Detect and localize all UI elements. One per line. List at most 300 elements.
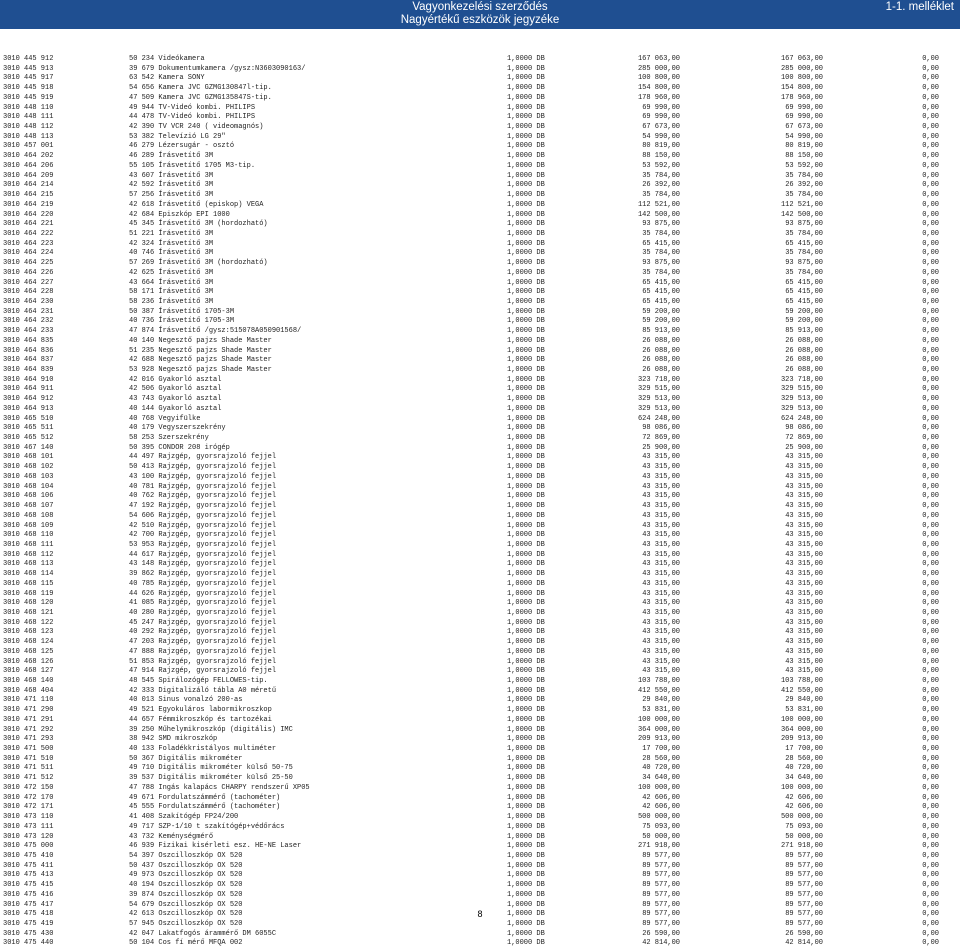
asset-description: 44 478 TV-Videó kombi. PHILIPS [129, 113, 256, 122]
gross-value: 26 088,00 [642, 366, 680, 374]
gross-value: 35 784,00 [642, 268, 680, 277]
asset-description: 42 333 Digitalizáló tábla A0 méretű [129, 686, 277, 695]
account-number: 3010 468 404 [3, 686, 54, 695]
account-number: 3010 468 123 [3, 628, 54, 637]
quantity: 1,0000 DB [507, 152, 545, 161]
net-value: 0,00 [922, 249, 939, 258]
gross-value: 43 315,00 [642, 531, 680, 540]
quantity: 1,0000 DB [507, 84, 545, 93]
quantity: 1,0000 DB [507, 132, 545, 141]
table-row [0, 842, 960, 852]
gross-value: 209 913,00 [637, 735, 680, 744]
account-number: 3010 464 223 [3, 239, 54, 248]
asset-description: 57 269 Írásvetítő 3M (hordozható) [129, 259, 268, 268]
table-row [0, 881, 960, 891]
asset-description: 43 732 Keménységmérő [129, 832, 214, 841]
depreciation-value: 43 315,00 [785, 638, 823, 647]
depreciation-value: 323 718,00 [780, 375, 823, 384]
table-row [0, 930, 960, 940]
quantity: 1,0000 DB [507, 764, 545, 773]
depreciation-value: 43 315,00 [785, 453, 823, 462]
net-value: 0,00 [922, 191, 939, 200]
quantity: 1,0000 DB [507, 579, 545, 588]
asset-description: 42 613 Oszcilloszkóp OX 520 [129, 910, 243, 919]
asset-description: 39 679 Dokumentumkamera /gysz:N3603090163/ [129, 64, 306, 73]
asset-description: 40 736 Írásvetítő 1705-3M [129, 317, 235, 326]
account-number: 3010 475 430 [3, 929, 54, 938]
account-number: 3010 464 232 [3, 317, 54, 326]
quantity: 1,0000 DB [507, 793, 545, 802]
net-value: 0,00 [922, 774, 939, 783]
gross-value: 89 577,00 [642, 881, 680, 890]
net-value: 0,00 [922, 647, 939, 656]
table-row [0, 84, 960, 94]
account-number: 3010 465 511 [3, 424, 54, 433]
depreciation-value: 329 513,00 [780, 404, 823, 413]
depreciation-value: 43 315,00 [785, 502, 823, 511]
depreciation-value: 26 088,00 [785, 356, 823, 365]
account-number: 3010 464 911 [3, 385, 54, 394]
gross-value: 75 093,00 [642, 822, 680, 831]
asset-description: 42 700 Rajzgép, gyorsrajzoló fejjel [129, 531, 277, 540]
depreciation-value: 29 840,00 [785, 696, 823, 705]
table-row [0, 609, 960, 619]
gross-value: 43 315,00 [642, 657, 680, 666]
account-number: 3010 464 221 [3, 220, 54, 229]
depreciation-value: 28 560,00 [785, 754, 823, 763]
gross-value: 43 315,00 [642, 511, 680, 520]
asset-description: 42 684 Episzkóp EPI 1000 [129, 210, 230, 219]
table-row [0, 696, 960, 706]
net-value: 0,00 [922, 706, 939, 715]
depreciation-value: 89 577,00 [785, 910, 823, 919]
quantity: 1,0000 DB [507, 395, 545, 404]
gross-value: 89 577,00 [642, 890, 680, 899]
gross-value: 43 315,00 [642, 618, 680, 627]
account-number: 3010 475 419 [3, 919, 54, 928]
asset-description: 39 537 Digitális mikrométer külső 25-50 [129, 774, 293, 783]
net-value: 0,00 [922, 871, 939, 880]
asset-description: 42 510 Rajzgép, gyorsrajzoló fejjel [129, 521, 277, 530]
gross-value: 43 315,00 [642, 482, 680, 491]
account-number: 3010 473 110 [3, 813, 54, 822]
asset-description: 49 671 Fordulatszámmérő (tachométer) [129, 793, 281, 802]
asset-description: 50 413 Rajzgép, gyorsrajzoló fejjel [129, 463, 277, 472]
net-value: 0,00 [922, 171, 939, 180]
account-number: 3010 464 837 [3, 356, 54, 365]
asset-description: 53 953 Rajzgép, gyorsrajzoló fejjel [129, 540, 277, 549]
net-value: 0,00 [922, 239, 939, 248]
asset-description: 47 788 Ingás kalapács CHARPY rendszerű XP05 [129, 783, 310, 792]
gross-value: 42 814,00 [642, 939, 680, 948]
account-number: 3010 472 170 [3, 793, 54, 802]
net-value: 0,00 [922, 142, 939, 151]
table-row [0, 347, 960, 357]
net-value: 0,00 [922, 735, 939, 744]
quantity: 1,0000 DB [507, 667, 545, 676]
depreciation-value: 98 086,00 [785, 424, 823, 433]
quantity: 1,0000 DB [507, 560, 545, 569]
gross-value: 178 960,00 [637, 93, 680, 102]
account-number: 3010 468 112 [3, 550, 54, 559]
account-number: 3010 471 110 [3, 696, 54, 705]
quantity: 1,0000 DB [507, 745, 545, 754]
asset-description: 50 104 Cos fí mérő MFQA 002 [129, 939, 243, 948]
asset-description: 40 762 Rajzgép, gyorsrajzoló fejjel [129, 492, 277, 501]
account-number: 3010 448 113 [3, 132, 54, 141]
net-value: 0,00 [922, 783, 939, 792]
quantity: 1,0000 DB [507, 385, 545, 394]
account-number: 3010 464 215 [3, 191, 54, 200]
table-row [0, 385, 960, 395]
depreciation-value: 89 577,00 [785, 890, 823, 899]
quantity: 1,0000 DB [507, 356, 545, 365]
asset-description: 54 606 Rajzgép, gyorsrajzoló fejjel [129, 511, 277, 520]
depreciation-value: 43 315,00 [785, 463, 823, 472]
asset-description: 40 013 Sinus vonalzó 200-as [129, 696, 243, 705]
net-value: 0,00 [922, 492, 939, 501]
quantity: 1,0000 DB [507, 608, 545, 617]
account-number: 3010 445 919 [3, 93, 54, 102]
gross-value: 43 315,00 [642, 638, 680, 647]
quantity: 1,0000 DB [507, 929, 545, 938]
depreciation-value: 42 606,00 [785, 793, 823, 802]
gross-value: 35 784,00 [642, 191, 680, 200]
table-row [0, 94, 960, 104]
gross-value: 29 840,00 [642, 696, 680, 705]
gross-value: 43 315,00 [642, 502, 680, 511]
net-value: 0,00 [922, 278, 939, 287]
net-value: 0,00 [922, 307, 939, 316]
gross-value: 65 415,00 [642, 297, 680, 306]
table-row [0, 269, 960, 279]
account-number: 3010 475 440 [3, 939, 54, 948]
asset-description: 41 085 Rajzgép, gyorsrajzoló fejjel [129, 599, 277, 608]
gross-value: 89 577,00 [642, 851, 680, 860]
net-value: 0,00 [922, 453, 939, 462]
depreciation-value: 93 875,00 [785, 220, 823, 229]
table-row [0, 327, 960, 337]
table-row [0, 249, 960, 259]
table-row [0, 395, 960, 405]
depreciation-value: 59 200,00 [785, 307, 823, 316]
net-value: 0,00 [922, 803, 939, 812]
asset-description: 45 555 Fordulatszámmérő (tachométer) [129, 803, 281, 812]
asset-description: 49 521 Egyokuláros labormikroszkop [129, 706, 272, 715]
quantity: 1,0000 DB [507, 511, 545, 520]
net-value: 0,00 [922, 346, 939, 355]
quantity: 1,0000 DB [507, 463, 545, 472]
net-value: 0,00 [922, 463, 939, 472]
table-row [0, 628, 960, 638]
gross-value: 285 000,00 [637, 64, 680, 73]
table-row [0, 813, 960, 823]
account-number: 3010 475 416 [3, 890, 54, 899]
table-row [0, 142, 960, 152]
table-row [0, 181, 960, 191]
net-value: 0,00 [922, 404, 939, 413]
header-banner [0, 0, 960, 29]
depreciation-value: 100 800,00 [780, 74, 823, 83]
depreciation-value: 35 784,00 [785, 191, 823, 200]
gross-value: 35 784,00 [642, 249, 680, 258]
gross-value: 100 000,00 [637, 783, 680, 792]
table-row [0, 259, 960, 269]
gross-value: 43 315,00 [642, 628, 680, 637]
quantity: 1,0000 DB [507, 813, 545, 822]
gross-value: 65 415,00 [642, 288, 680, 297]
table-row [0, 65, 960, 75]
account-number: 3010 465 512 [3, 434, 54, 443]
net-value: 0,00 [922, 696, 939, 705]
asset-description: 47 888 Rajzgép, gyorsrajzoló fejjel [129, 647, 277, 656]
net-value: 0,00 [922, 599, 939, 608]
net-value: 0,00 [922, 472, 939, 481]
asset-description: 42 016 Gyakorló asztal [129, 375, 222, 384]
gross-value: 43 315,00 [642, 560, 680, 569]
depreciation-value: 329 515,00 [780, 385, 823, 394]
depreciation-value: 100 000,00 [780, 715, 823, 724]
depreciation-value: 154 800,00 [780, 84, 823, 93]
table-row [0, 113, 960, 123]
account-number: 3010 468 111 [3, 540, 54, 549]
asset-description: 44 657 Fémmikroszkóp és tartozékai [129, 715, 272, 724]
table-row [0, 337, 960, 347]
account-number: 3010 464 226 [3, 268, 54, 277]
quantity: 1,0000 DB [507, 910, 545, 919]
net-value: 0,00 [922, 667, 939, 676]
account-number: 3010 468 121 [3, 608, 54, 617]
table-row [0, 434, 960, 444]
table-row [0, 444, 960, 454]
quantity: 1,0000 DB [507, 229, 545, 238]
asset-description: 47 874 Írásvetítő /gysz:515078A050901568/ [129, 327, 302, 336]
asset-description: 57 256 Írásvetítő 3M [129, 191, 214, 200]
depreciation-value: 54 990,00 [785, 132, 823, 141]
gross-value: 28 560,00 [642, 754, 680, 763]
quantity: 1,0000 DB [507, 327, 545, 336]
table-row [0, 356, 960, 366]
account-number: 3010 475 411 [3, 861, 54, 870]
gross-value: 59 200,00 [642, 307, 680, 316]
table-row [0, 735, 960, 745]
table-row [0, 677, 960, 687]
gross-value: 69 990,00 [642, 103, 680, 112]
net-value: 0,00 [922, 832, 939, 841]
depreciation-value: 42 606,00 [785, 803, 823, 812]
quantity: 1,0000 DB [507, 832, 545, 841]
account-number: 3010 468 126 [3, 657, 54, 666]
net-value: 0,00 [922, 851, 939, 860]
gross-value: 43 315,00 [642, 667, 680, 676]
depreciation-value: 26 088,00 [785, 336, 823, 345]
asset-description: 39 250 Műhelymikroszkóp (digitális) IMC [129, 725, 293, 734]
net-value: 0,00 [922, 93, 939, 102]
quantity: 1,0000 DB [507, 696, 545, 705]
table-row [0, 774, 960, 784]
quantity: 1,0000 DB [507, 249, 545, 258]
table-row [0, 191, 960, 201]
net-value: 0,00 [922, 881, 939, 890]
table-row [0, 667, 960, 677]
asset-description: 58 236 Írásvetítő 3M [129, 297, 214, 306]
depreciation-value: 75 093,00 [785, 822, 823, 831]
depreciation-value: 43 315,00 [785, 560, 823, 569]
net-value: 0,00 [922, 375, 939, 384]
account-number: 3010 471 500 [3, 745, 54, 754]
depreciation-value: 329 513,00 [780, 395, 823, 404]
gross-value: 43 315,00 [642, 472, 680, 481]
quantity: 1,0000 DB [507, 142, 545, 151]
asset-description: 40 781 Rajzgép, gyorsrajzoló fejjel [129, 482, 277, 491]
page-number: 8 [477, 909, 483, 919]
net-value: 0,00 [922, 608, 939, 617]
net-value: 0,00 [922, 521, 939, 530]
depreciation-value: 65 415,00 [785, 297, 823, 306]
account-number: 3010 464 206 [3, 161, 54, 170]
depreciation-value: 69 990,00 [785, 113, 823, 122]
depreciation-value: 43 315,00 [785, 531, 823, 540]
gross-value: 167 063,00 [637, 55, 680, 63]
gross-value: 100 800,00 [637, 74, 680, 83]
asset-table [0, 55, 960, 949]
quantity: 1,0000 DB [507, 239, 545, 248]
table-row [0, 104, 960, 114]
quantity: 1,0000 DB [507, 434, 545, 443]
account-number: 3010 468 125 [3, 647, 54, 656]
table-row [0, 473, 960, 483]
net-value: 0,00 [922, 745, 939, 754]
gross-value: 67 673,00 [642, 123, 680, 132]
depreciation-value: 26 088,00 [785, 346, 823, 355]
table-row [0, 483, 960, 493]
gross-value: 26 088,00 [642, 346, 680, 355]
net-value: 0,00 [922, 288, 939, 297]
table-row [0, 162, 960, 172]
table-row [0, 638, 960, 648]
net-value: 0,00 [922, 55, 939, 63]
quantity: 1,0000 DB [507, 472, 545, 481]
table-row [0, 794, 960, 804]
account-number: 3010 468 127 [3, 667, 54, 676]
account-number: 3010 464 220 [3, 210, 54, 219]
net-value: 0,00 [922, 638, 939, 647]
net-value: 0,00 [922, 511, 939, 520]
table-row [0, 833, 960, 843]
depreciation-value: 35 784,00 [785, 229, 823, 238]
gross-value: 43 315,00 [642, 550, 680, 559]
quantity: 1,0000 DB [507, 570, 545, 579]
net-value: 0,00 [922, 540, 939, 549]
gross-value: 42 606,00 [642, 803, 680, 812]
table-row [0, 541, 960, 551]
net-value: 0,00 [922, 531, 939, 540]
asset-description: 40 194 Oszcilloszkóp OX 520 [129, 881, 243, 890]
asset-description: 53 928 Negesztő pajzs Shade Master [129, 366, 272, 374]
depreciation-value: 65 415,00 [785, 288, 823, 297]
quantity: 1,0000 DB [507, 871, 545, 880]
table-row [0, 658, 960, 668]
table-row [0, 424, 960, 434]
net-value: 0,00 [922, 589, 939, 598]
account-number: 3010 464 209 [3, 171, 54, 180]
gross-value: 142 500,00 [637, 210, 680, 219]
depreciation-value: 17 700,00 [785, 745, 823, 754]
quantity: 1,0000 DB [507, 492, 545, 501]
net-value: 0,00 [922, 550, 939, 559]
asset-description: 44 497 Rajzgép, gyorsrajzoló fejjel [129, 453, 277, 462]
table-row [0, 308, 960, 318]
depreciation-value: 69 990,00 [785, 103, 823, 112]
asset-description: 51 235 Negesztő pajzs Shade Master [129, 346, 272, 355]
gross-value: 89 577,00 [642, 861, 680, 870]
account-number: 3010 471 290 [3, 706, 54, 715]
asset-description: 54 397 Oszcilloszkóp OX 520 [129, 851, 243, 860]
asset-description: 43 664 Írásvetítő 3M [129, 278, 214, 287]
asset-description: 45 247 Rajzgép, gyorsrajzoló fejjel [129, 618, 277, 627]
quantity: 1,0000 DB [507, 220, 545, 229]
quantity: 1,0000 DB [507, 288, 545, 297]
table-row [0, 201, 960, 211]
net-value: 0,00 [922, 822, 939, 831]
table-row [0, 211, 960, 221]
asset-description: 51 221 Írásvetítő 3M [129, 229, 214, 238]
table-row [0, 803, 960, 813]
asset-description: 47 203 Rajzgép, gyorsrajzoló fejjel [129, 638, 277, 647]
depreciation-value: 43 315,00 [785, 647, 823, 656]
gross-value: 72 869,00 [642, 434, 680, 443]
table-row [0, 492, 960, 502]
depreciation-value: 35 784,00 [785, 171, 823, 180]
net-value: 0,00 [922, 84, 939, 93]
net-value: 0,00 [922, 200, 939, 209]
quantity: 1,0000 DB [507, 599, 545, 608]
table-row [0, 570, 960, 580]
asset-description: 50 437 Oszcilloszkóp OX 520 [129, 861, 243, 870]
table-row [0, 687, 960, 697]
net-value: 0,00 [922, 434, 939, 443]
account-number: 3010 468 124 [3, 638, 54, 647]
depreciation-value: 43 315,00 [785, 667, 823, 676]
net-value: 0,00 [922, 754, 939, 763]
table-row [0, 55, 960, 65]
depreciation-value: 89 577,00 [785, 861, 823, 870]
depreciation-value: 43 315,00 [785, 550, 823, 559]
quantity: 1,0000 DB [507, 210, 545, 219]
net-value: 0,00 [922, 715, 939, 724]
net-value: 0,00 [922, 618, 939, 627]
table-row [0, 891, 960, 901]
asset-description: 57 945 Oszcilloszkóp OX 520 [129, 919, 243, 928]
table-row [0, 240, 960, 250]
asset-description: 50 367 Digitális mikrométer [129, 754, 243, 763]
quantity: 1,0000 DB [507, 181, 545, 190]
table-row [0, 551, 960, 561]
asset-description: 44 617 Rajzgép, gyorsrajzoló fejjel [129, 550, 277, 559]
account-number: 3010 445 912 [3, 55, 54, 63]
gross-value: 43 315,00 [642, 521, 680, 530]
gross-value: 88 150,00 [642, 152, 680, 161]
depreciation-value: 271 918,00 [780, 842, 823, 851]
asset-description: 55 105 Írásvetítő 1705 M3-tip. [129, 161, 256, 170]
asset-description: 40 280 Rajzgép, gyorsrajzoló fejjel [129, 608, 277, 617]
depreciation-value: 43 315,00 [785, 657, 823, 666]
depreciation-value: 89 577,00 [785, 871, 823, 880]
gross-value: 43 315,00 [642, 570, 680, 579]
depreciation-value: 26 392,00 [785, 181, 823, 190]
account-number: 3010 464 202 [3, 152, 54, 161]
depreciation-value: 80 819,00 [785, 142, 823, 151]
